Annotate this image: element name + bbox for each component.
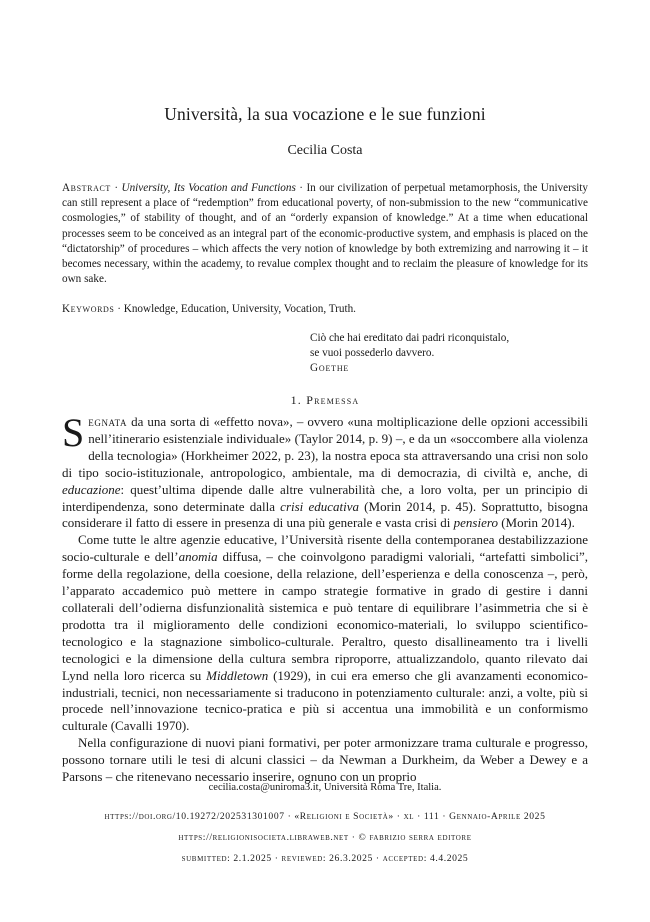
- paragraph-2-emphasis-1: anomia: [178, 549, 218, 565]
- keywords-text: · Knowledge, Education, University, Vocation, Truth.: [114, 303, 356, 315]
- author-email-affiliation: cecilia.costa@uniroma3.it, Università Roma Tre, Italia.: [208, 782, 442, 793]
- keywords-label: Keywords: [62, 303, 115, 315]
- paragraph-3: Nella configurazione di nuovi piani formativi, per poter armonizzare trama culturale e progresso, possono tornare utili le tesi di alcuni classici – da Newman a Durkheim, da Weber a Dewey e a Parsons – che ritenevano necessario inserire, ognuno con un proprio: [62, 735, 588, 785]
- publisher-line: https://religionisocieta.libraweb.net · © fabrizio serra editore: [178, 832, 472, 843]
- paragraph-2-text-a: Come tutte le altre agenzie educative, l’Università risente della contemporanea destabilizzazione socio-culturale e dell’: [62, 532, 588, 565]
- epigraph-author: Goethe: [310, 362, 350, 374]
- abstract-separator: ·: [110, 182, 122, 194]
- paragraph-1: [62, 410, 588, 532]
- abstract-text: · In our civilization of perpetual metamorphosis, the University can still represent a place of “redemption” from educational poverty, of non-submission to the new “communicative cosmologies,” of stability of thought, and of an “orderly expansion of knowledge.” At a time when educational processes seem to be conceived as an integral part of the economic-productive system, and emphasis is placed on the “dictatorship” of procedures – which affects the very notion of knowledge by both extremizing and narrowing it – it becomes necessary, within the academy, to revalue complex thought and to reclaim the pleasure of knowledge for its own sake.: [62, 182, 589, 286]
- paragraph-1-emphasis-3: pensiero: [453, 515, 498, 531]
- paragraph-1-text-a: da una sorta di «effetto nova», – ovvero «una moltiplicazione delle opzioni accessibili nell’itinerario esistenziale individuale» (Taylor 2014, p. 9) –, e da un «soccombere alla violenza della tecnologia» (Horkheimer 2022, p. 23), la nostra epoca sta attraversando una crisi non solo di tipo socio-istituzionale, antropologico, ambientale, ma di democrazia, di civiltà e, anche, di: [62, 414, 588, 480]
- doi-line: https://doi.org/10.19272/202531301007 · «Religioni e Società» · xl · 111 · Gennaio-Aprile 2025: [104, 811, 546, 822]
- paragraph-1-emphasis-2: crisi educativa: [280, 498, 359, 514]
- article-title: Università, la sua vocazione e le sue funzioni: [164, 104, 486, 124]
- abstract-label: Abstract: [62, 182, 111, 194]
- section-heading: 1. Premessa: [290, 393, 360, 407]
- paragraph-2: [62, 532, 588, 735]
- paragraph-1-emphasis-1: educazione: [62, 481, 121, 497]
- paragraph-1-text-c: (Morin 2014, p. 45). Soprattutto, bisogna considerare il fatto di essere in presenza di una più generale e vasta crisi di: [62, 498, 588, 531]
- article-author: Cecilia Costa: [287, 143, 363, 158]
- epigraph: [310, 331, 590, 376]
- paragraph-2-text-c: (1929), in cui era emerso che gli avanzamenti economico-industriali, tecnici, non necessariamente si traducono in potenziamento culturale: anzi, a volte, più si procede nell’innovazione tecnico-pratica e più si accentua una immobilità e un conformismo culturale (Cavalli 1970).: [62, 667, 589, 734]
- body-text: [62, 410, 589, 786]
- epigraph-line-2: se vuoi possederlo davvero.: [310, 347, 435, 359]
- paragraph-2-emphasis-2: Middletown: [206, 667, 269, 683]
- drop-cap: S: [62, 410, 85, 455]
- keywords: [62, 303, 588, 315]
- dates-line: submitted: 2.1.2025 · reviewed: 26.3.2025 · accepted: 4.4.2025: [181, 853, 469, 864]
- abstract: [62, 181, 588, 287]
- paragraph-2-text-b: diffusa, – che coinvolgono paradigmi valoriali, “artefatti simbolici”, forme della regolazione, della coesione, della relazione, dell’esperienza e della conoscenza –, però, l’apparato accademico può mettere in campo strategie formative in grado di gestire i danni collaterali dell’odierna disfunzionalità sistemica e può tentare di equilibrare l’asimmetria che si è prodotta tra il miglioramento delle condizioni economico-materiali, lo sviluppo scientifico-tecnologico e la stagnazione simbolico-culturale. Peraltro, questo disallineamento tra i livelli tecnologici e la dimensione della cultura sembra riproporre, attualizzandolo, quanto rilevato dai Lynd nella loro ricerca su: [62, 549, 589, 683]
- abstract-title: University, Its Vocation and Functions: [121, 182, 296, 194]
- paragraph-1-text-d: (Morin 2014).: [497, 515, 575, 531]
- epigraph-line-1: Ciò che hai ereditato dai padri riconquistalo,: [310, 332, 510, 344]
- paragraph-lead: egnata: [88, 414, 128, 429]
- paragraph-1-text-b: : quest’ultima dipende dalle altre vulnerabilità che, a loro volta, per un principio di interdipendenza, sono determinate dalla: [62, 481, 588, 514]
